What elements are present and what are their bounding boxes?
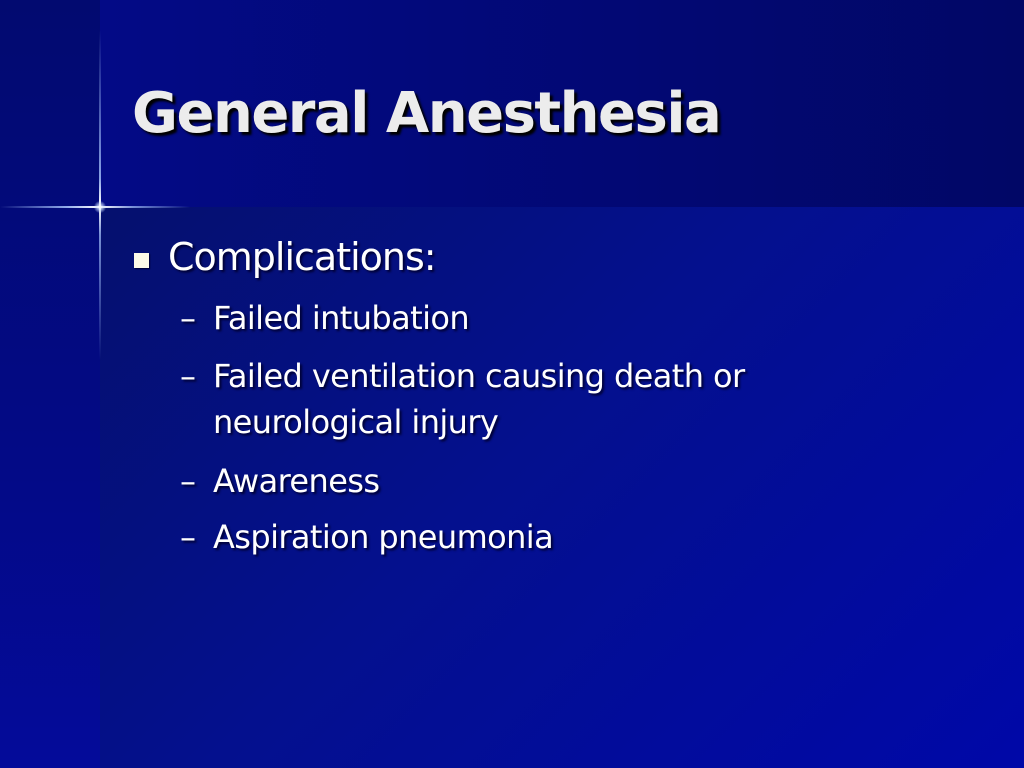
sub-item-failed-ventilation-line-2: neurological injury	[213, 403, 499, 441]
sub-item-awareness: Awareness	[213, 462, 380, 500]
slide-title: General Anesthesia	[132, 81, 721, 146]
dash-icon: –	[180, 299, 196, 337]
dash-icon: –	[180, 462, 196, 500]
sub-item-failed-ventilation-line-1: Failed ventilation causing death or	[213, 357, 745, 395]
dash-icon: –	[180, 518, 196, 556]
bullet-complications: Complications:	[168, 235, 436, 279]
dash-icon: –	[180, 357, 196, 395]
bullet-square-icon	[134, 253, 149, 268]
sub-item-aspiration-pneumonia: Aspiration pneumonia	[213, 518, 554, 556]
sub-item-failed-intubation: Failed intubation	[213, 299, 470, 337]
